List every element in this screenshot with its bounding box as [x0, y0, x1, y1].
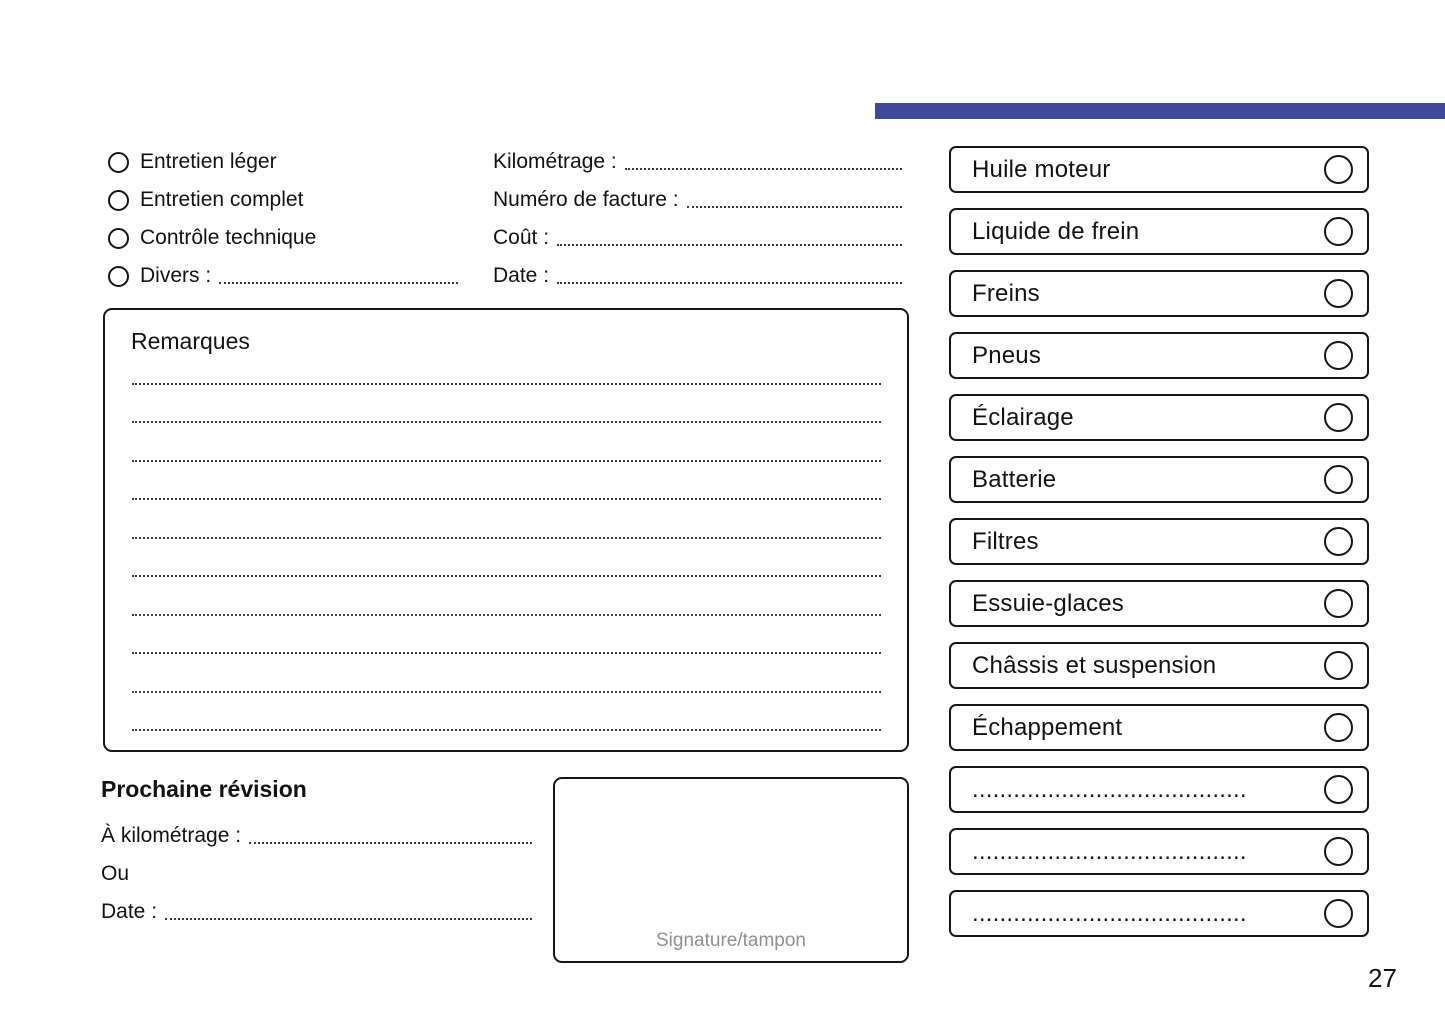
checkbox-circle[interactable]: [1324, 775, 1353, 804]
invoice-info-fields: [493, 143, 904, 295]
radio-entretien-complet[interactable]: [108, 190, 129, 211]
fill-in-line: [132, 462, 881, 501]
checklist-item-blank: [949, 828, 1369, 875]
next-service-or-row: [101, 855, 534, 893]
fill-in-line: [132, 577, 881, 616]
next-service-km-row: [101, 817, 534, 855]
remarks-box: [103, 308, 909, 752]
checkbox-circle[interactable]: [1324, 465, 1353, 494]
checklist-label: Châssis et suspension: [972, 651, 1217, 679]
info-field-date: [493, 257, 904, 295]
info-field-cout: [493, 219, 904, 257]
service-type-row: [108, 219, 460, 257]
checkbox-circle[interactable]: [1324, 217, 1353, 246]
page-number: 27: [1368, 963, 1397, 993]
checklist-label: ........................................: [972, 899, 1247, 927]
checkbox-circle[interactable]: [1324, 403, 1353, 432]
checkbox-circle[interactable]: [1324, 589, 1353, 618]
info-field-label: Coût :: [493, 226, 550, 249]
checkbox-circle[interactable]: [1324, 527, 1353, 556]
checklist-item-essuie-glaces: [949, 580, 1369, 627]
checklist-label: Filtres: [972, 527, 1039, 555]
info-field-label: Kilométrage :: [493, 150, 617, 173]
checklist-label: Liquide de frein: [972, 217, 1140, 245]
checklist-item-pneus: [949, 332, 1369, 379]
checklist-label: Essuie-glaces: [972, 589, 1125, 617]
service-type-row: [108, 257, 460, 295]
checklist-label: Huile moteur: [972, 155, 1111, 183]
info-field-label: Numéro de facture :: [493, 188, 679, 211]
fill-in-line: [132, 500, 881, 539]
next-service-date-label: Date :: [101, 900, 158, 923]
checkbox-circle[interactable]: [1324, 341, 1353, 370]
fill-in-line: [557, 282, 902, 284]
service-type-options: [108, 143, 460, 295]
radio-controle-technique[interactable]: [108, 228, 129, 249]
fill-in-line: [625, 168, 902, 170]
next-service-section: [101, 776, 534, 931]
checklist-item-huile-moteur: [949, 146, 1369, 193]
checkbox-circle[interactable]: [1324, 651, 1353, 680]
checklist-item-echappement: [949, 704, 1369, 751]
checkbox-circle[interactable]: [1324, 837, 1353, 866]
fill-in-line: [132, 539, 881, 578]
info-field-kilometrage: [493, 143, 904, 181]
inspection-checklist: [949, 146, 1369, 937]
fill-in-line: [132, 346, 881, 385]
fill-in-line: [249, 842, 532, 844]
checklist-item-freins: [949, 270, 1369, 317]
checklist-item-batterie: [949, 456, 1369, 503]
signature-box: [553, 777, 909, 963]
remarks-lines: [132, 346, 881, 731]
checkbox-circle[interactable]: [1324, 279, 1353, 308]
fill-in-line: [165, 918, 532, 920]
checkbox-circle[interactable]: [1324, 899, 1353, 928]
checklist-label: ........................................: [972, 837, 1247, 865]
fill-in-line: [219, 282, 458, 284]
checklist-label: Pneus: [972, 341, 1042, 369]
remarks-title: Remarques: [131, 328, 250, 354]
checklist-item-eclairage: [949, 394, 1369, 441]
fill-in-line: [557, 244, 902, 246]
header-accent-bar: [875, 103, 1445, 119]
next-service-km-label: À kilométrage :: [101, 824, 242, 847]
fill-in-line: [132, 693, 881, 732]
checkbox-circle[interactable]: [1324, 713, 1353, 742]
service-type-label: Divers :: [140, 264, 212, 287]
checklist-label: Freins: [972, 279, 1040, 307]
info-field-numero-facture: [493, 181, 904, 219]
fill-in-line: [687, 206, 902, 208]
radio-divers[interactable]: [108, 266, 129, 287]
signature-label: Signature/tampon: [656, 930, 806, 951]
radio-entretien-leger[interactable]: [108, 152, 129, 173]
service-type-label: Contrôle technique: [140, 226, 317, 249]
checklist-label: Échappement: [972, 713, 1123, 741]
checklist-item-liquide-de-frein: [949, 208, 1369, 255]
service-type-row: [108, 181, 460, 219]
service-type-label: Entretien complet: [140, 188, 304, 211]
fill-in-line: [132, 385, 881, 424]
next-service-or-label: Ou: [101, 862, 130, 885]
fill-in-line: [132, 616, 881, 655]
checklist-label: ........................................: [972, 775, 1247, 803]
checklist-item-blank: [949, 766, 1369, 813]
checkbox-circle[interactable]: [1324, 155, 1353, 184]
checklist-item-filtres: [949, 518, 1369, 565]
service-type-row: [108, 143, 460, 181]
checklist-item-chassis-et-suspension: [949, 642, 1369, 689]
checklist-item-blank: [949, 890, 1369, 937]
fill-in-line: [132, 654, 881, 693]
next-service-date-row: [101, 893, 534, 931]
service-type-label: Entretien léger: [140, 150, 277, 173]
checklist-label: Batterie: [972, 465, 1057, 493]
info-field-label: Date :: [493, 264, 550, 287]
next-service-title: Prochaine révision: [101, 776, 307, 802]
fill-in-line: [132, 423, 881, 462]
checklist-label: Éclairage: [972, 403, 1074, 431]
